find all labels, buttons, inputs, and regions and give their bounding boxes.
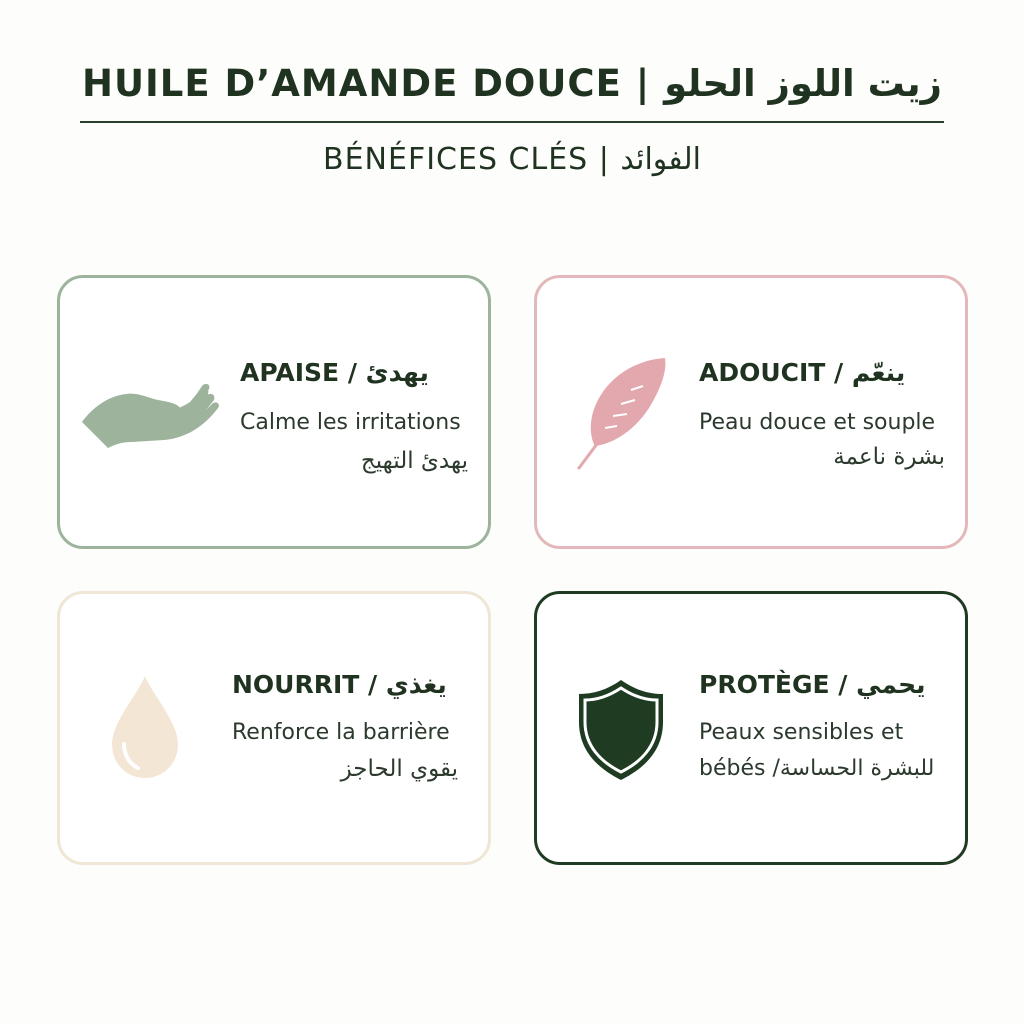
- benefit-card-nourrit: [57, 591, 491, 865]
- title-divider: [80, 121, 944, 123]
- card-description-fr: Calme les irritations: [240, 410, 461, 435]
- card-heading: APAISE / يهدئ: [240, 358, 429, 387]
- page-title: HUILE D’AMANDE DOUCE | زيت اللوز الحلو: [82, 62, 942, 105]
- card-heading: PROTÈGE / يحمي: [699, 670, 926, 699]
- card-description-fr: Peaux sensibles et: [699, 720, 904, 745]
- open-hand-icon: [78, 378, 222, 448]
- card-description-ar: يهدئ التهيج: [360, 448, 468, 474]
- card-heading: NOURRIT / يغذي: [232, 670, 447, 699]
- card-heading: ADOUCIT / ينعّم: [699, 358, 906, 387]
- oil-drop-icon: [108, 674, 182, 780]
- card-description-ar: يقوي الحاجز: [340, 756, 458, 782]
- benefit-card-protege: [534, 591, 968, 865]
- shield-icon: [575, 678, 667, 782]
- card-description-ar: بشرة ناعمة: [833, 444, 945, 470]
- page-subtitle: BÉNÉFICES CLÉS | الفوائد: [323, 142, 701, 177]
- feather-icon: [573, 356, 669, 470]
- benefit-card-adoucit: [534, 275, 968, 549]
- card-description-fr: Renforce la barrière: [232, 720, 450, 745]
- card-description-fr: Peau douce et souple: [699, 410, 936, 435]
- benefit-card-apaise: [57, 275, 491, 549]
- card-description-mixed: bébés /للبشرة الحساسة: [699, 756, 935, 781]
